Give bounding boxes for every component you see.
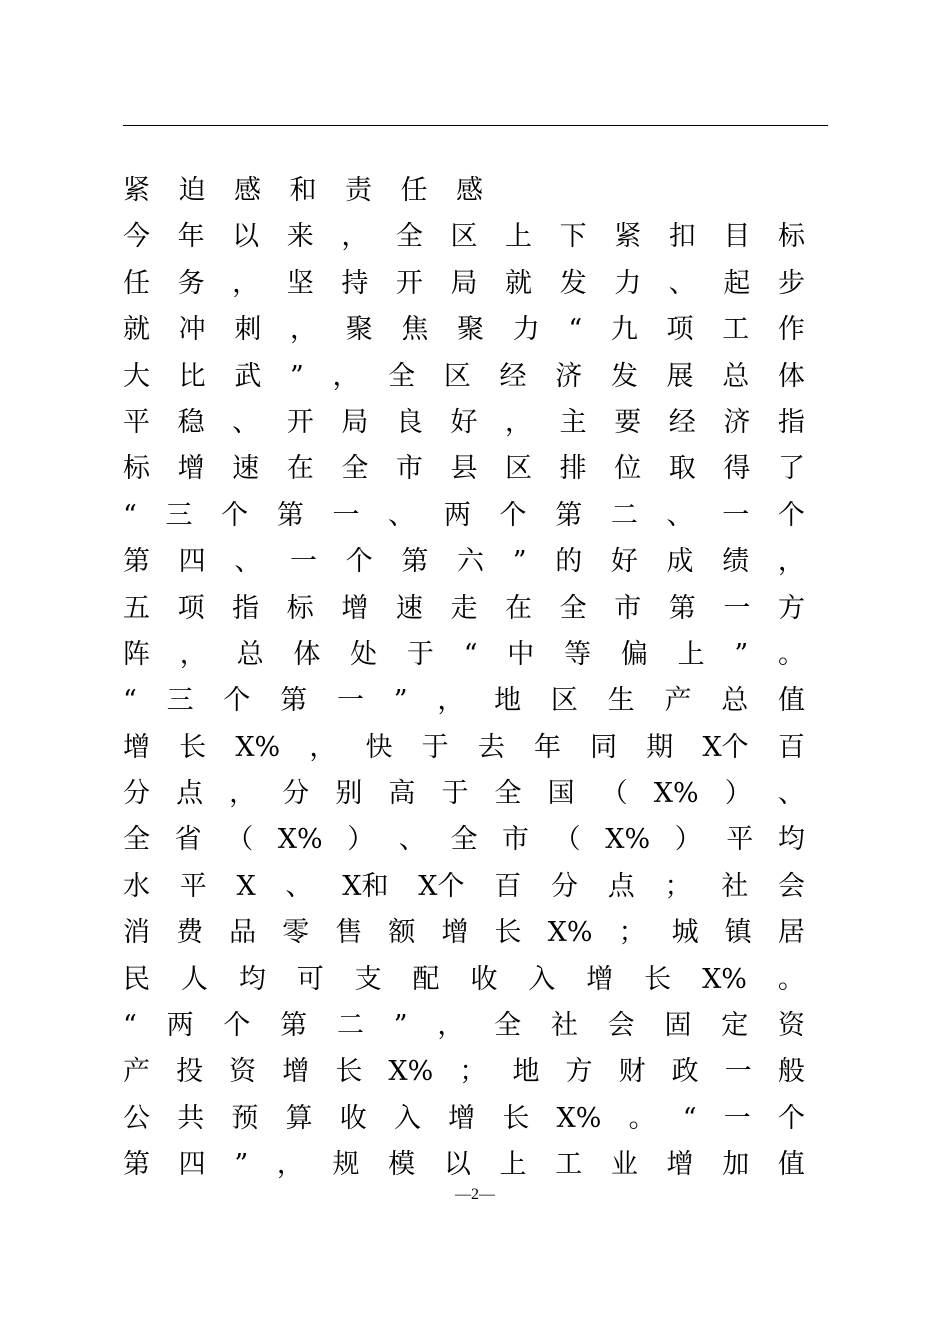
text-glyph: 项 bbox=[177, 592, 205, 624]
text-glyph: 以 bbox=[232, 221, 260, 253]
text-glyph: 市 bbox=[614, 592, 642, 624]
text-glyph: 处 bbox=[350, 638, 378, 670]
text-glyph: 力 bbox=[512, 314, 540, 346]
text-glyph: 刺 bbox=[234, 314, 262, 346]
text-glyph: 社 bbox=[550, 1010, 578, 1042]
text-glyph: 全 bbox=[395, 221, 423, 253]
text-line-3 bbox=[123, 307, 805, 353]
text-line-20 bbox=[123, 1096, 805, 1142]
text-glyph: “ bbox=[568, 314, 583, 346]
text-glyph: 资 bbox=[229, 1056, 257, 1088]
text-glyph: ） bbox=[724, 778, 752, 810]
text-glyph: 平 bbox=[726, 824, 754, 856]
text-glyph: 可 bbox=[296, 963, 324, 995]
text-glyph: X% bbox=[277, 824, 323, 856]
text-line-14 bbox=[123, 817, 805, 863]
text-glyph: 阵 bbox=[123, 638, 150, 670]
text-glyph: 共 bbox=[177, 1102, 205, 1134]
text-glyph: 增 bbox=[441, 917, 469, 949]
text-glyph: 济 bbox=[555, 360, 583, 392]
text-line-6 bbox=[123, 446, 805, 492]
text-glyph: 偏 bbox=[620, 638, 648, 670]
text-line-19 bbox=[123, 1049, 805, 1095]
text-glyph: 标 bbox=[123, 453, 150, 485]
text-glyph: 市 bbox=[395, 453, 423, 485]
text-glyph: 值 bbox=[778, 685, 805, 717]
text-glyph: 体 bbox=[293, 638, 321, 670]
text-glyph: 一 bbox=[332, 499, 360, 531]
text-glyph: 九 bbox=[610, 314, 638, 346]
text-glyph: 一 bbox=[724, 1056, 752, 1088]
text-glyph: 增 bbox=[586, 963, 614, 995]
text-line-4 bbox=[123, 354, 805, 400]
text-glyph: 分 bbox=[282, 778, 310, 810]
text-glyph: 消 bbox=[123, 917, 150, 949]
text-glyph: “ bbox=[682, 1102, 697, 1134]
text-glyph: 国 bbox=[547, 778, 575, 810]
page-number: —2— bbox=[455, 1186, 495, 1203]
text-glyph: 今 bbox=[123, 221, 150, 253]
text-glyph: ， bbox=[437, 685, 465, 717]
text-line-2 bbox=[123, 261, 805, 307]
text-glyph: 县 bbox=[450, 453, 478, 485]
text-glyph: ” bbox=[512, 546, 527, 578]
text-glyph: 固 bbox=[664, 1010, 692, 1042]
text-glyph: 水 bbox=[123, 870, 150, 902]
text-glyph: 、 bbox=[668, 267, 696, 299]
text-glyph: 全 bbox=[341, 453, 369, 485]
text-glyph: 个 bbox=[223, 1010, 251, 1042]
text-glyph: 算 bbox=[285, 1102, 313, 1134]
text-glyph: 开 bbox=[286, 406, 314, 438]
text-glyph: 。 bbox=[628, 1102, 656, 1134]
text-glyph: 四 bbox=[178, 1149, 206, 1181]
text-glyph: X个 bbox=[702, 731, 749, 763]
text-glyph: 一 bbox=[723, 1102, 751, 1134]
text-glyph: 焦 bbox=[401, 314, 429, 346]
text-glyph: 产 bbox=[123, 1056, 150, 1088]
text-glyph: X% bbox=[702, 963, 747, 995]
text-glyph: 就 bbox=[123, 314, 150, 346]
text-glyph: 般 bbox=[777, 1056, 805, 1088]
text-glyph: 长 bbox=[335, 1056, 363, 1088]
paragraph-lines bbox=[123, 214, 805, 1188]
text-glyph: “ bbox=[123, 1010, 137, 1042]
text-glyph: 。 bbox=[777, 963, 805, 995]
text-glyph: 配 bbox=[412, 963, 440, 995]
text-glyph: ， bbox=[341, 221, 369, 253]
text-glyph: X% bbox=[653, 778, 699, 810]
text-glyph: 民 bbox=[123, 963, 150, 995]
text-glyph: 上 bbox=[499, 1149, 527, 1181]
text-glyph: ， bbox=[505, 406, 533, 438]
text-glyph: 步 bbox=[777, 267, 805, 299]
text-glyph: 要 bbox=[614, 406, 642, 438]
text-glyph: 扣 bbox=[668, 221, 696, 253]
text-glyph: （ bbox=[600, 778, 628, 810]
text-glyph: 一 bbox=[290, 546, 318, 578]
text-glyph: 省 bbox=[174, 824, 202, 856]
text-glyph: 力 bbox=[614, 267, 642, 299]
text-glyph: 长 bbox=[179, 731, 207, 763]
text-glyph: 个 bbox=[777, 1102, 805, 1134]
text-glyph: 长 bbox=[644, 963, 672, 995]
text-glyph: 三 bbox=[165, 499, 193, 531]
text-glyph: 全 bbox=[559, 592, 587, 624]
text-glyph: 、 bbox=[388, 499, 416, 531]
text-glyph: 财 bbox=[618, 1056, 646, 1088]
text-glyph: 三 bbox=[166, 685, 194, 717]
text-glyph: 好 bbox=[610, 546, 638, 578]
text-glyph: 公 bbox=[123, 1102, 150, 1134]
text-glyph: 展 bbox=[666, 360, 694, 392]
text-glyph: 主 bbox=[559, 406, 587, 438]
text-glyph: X% bbox=[388, 1056, 434, 1088]
text-glyph: 第 bbox=[668, 592, 696, 624]
text-glyph: 起 bbox=[723, 267, 751, 299]
text-glyph: 资 bbox=[778, 1010, 805, 1042]
text-glyph: 收 bbox=[339, 1102, 367, 1134]
text-glyph: 增 bbox=[448, 1102, 476, 1134]
text-glyph: 体 bbox=[777, 360, 805, 392]
text-glyph: 会 bbox=[777, 870, 805, 902]
text-glyph: （ bbox=[553, 824, 581, 856]
text-glyph: 支 bbox=[354, 963, 382, 995]
text-glyph: ； bbox=[664, 870, 692, 902]
text-glyph: 发 bbox=[610, 360, 638, 392]
text-line-5 bbox=[123, 400, 805, 446]
text-glyph: X和 bbox=[342, 870, 389, 902]
text-glyph: “ bbox=[463, 638, 478, 670]
text-glyph: 两 bbox=[443, 499, 471, 531]
text-glyph: 百 bbox=[494, 870, 522, 902]
text-glyph: ” bbox=[290, 360, 304, 392]
text-glyph: 分 bbox=[550, 870, 578, 902]
text-line-17 bbox=[123, 957, 805, 1003]
text-glyph: 高 bbox=[388, 778, 416, 810]
text-glyph: X个 bbox=[418, 870, 465, 902]
text-glyph: 经 bbox=[499, 360, 527, 392]
text-glyph: 二 bbox=[336, 1010, 364, 1042]
text-line-8 bbox=[123, 539, 805, 585]
text-glyph: 一 bbox=[336, 685, 364, 717]
text-glyph: 六 bbox=[457, 546, 485, 578]
text-glyph: ， bbox=[332, 360, 360, 392]
text-line-12 bbox=[123, 725, 805, 771]
text-glyph: 济 bbox=[723, 406, 751, 438]
text-glyph: ” bbox=[734, 638, 749, 670]
text-glyph: 一 bbox=[723, 592, 751, 624]
text-glyph: 增 bbox=[341, 592, 369, 624]
text-glyph: 目 bbox=[723, 221, 751, 253]
text-line-0-content: 紧迫感和责任感 bbox=[123, 175, 512, 206]
text-glyph: 好 bbox=[450, 406, 478, 438]
text-glyph: 第 bbox=[276, 499, 304, 531]
text-glyph: 成 bbox=[666, 546, 694, 578]
text-glyph: 增 bbox=[282, 1056, 310, 1088]
text-glyph: ， bbox=[229, 778, 257, 810]
text-glyph: 标 bbox=[286, 592, 314, 624]
text-glyph: 在 bbox=[505, 592, 533, 624]
text-line-11 bbox=[123, 678, 805, 724]
text-glyph: 年 bbox=[533, 731, 561, 763]
text-glyph: 地 bbox=[494, 685, 522, 717]
text-glyph: 第 bbox=[123, 1149, 150, 1181]
text-glyph: 指 bbox=[777, 406, 805, 438]
text-glyph: 售 bbox=[335, 917, 363, 949]
text-glyph: 的 bbox=[555, 546, 583, 578]
text-glyph: 个 bbox=[777, 499, 805, 531]
text-glyph: 于 bbox=[421, 731, 449, 763]
text-glyph: 位 bbox=[614, 453, 642, 485]
text-glyph: 局 bbox=[450, 267, 478, 299]
text-glyph: 于 bbox=[441, 778, 469, 810]
text-glyph: 额 bbox=[388, 917, 416, 949]
text-glyph: 产 bbox=[664, 685, 692, 717]
text-glyph: 二 bbox=[610, 499, 638, 531]
text-glyph: 取 bbox=[668, 453, 696, 485]
text-glyph: 、 bbox=[777, 778, 805, 810]
text-glyph: 大 bbox=[123, 360, 150, 392]
text-glyph: 同 bbox=[590, 731, 618, 763]
text-glyph: 会 bbox=[607, 1010, 635, 1042]
text-glyph: 了 bbox=[777, 453, 805, 485]
text-glyph: （ bbox=[226, 824, 254, 856]
text-glyph: 人 bbox=[180, 963, 208, 995]
text-glyph: 冲 bbox=[178, 314, 206, 346]
text-glyph: “ bbox=[123, 685, 137, 717]
header-rule bbox=[123, 125, 828, 126]
text-glyph: 方 bbox=[777, 592, 805, 624]
text-glyph: 标 bbox=[777, 221, 805, 253]
text-glyph: X% bbox=[547, 917, 593, 949]
text-glyph: 第 bbox=[280, 1010, 308, 1042]
text-glyph: 、 bbox=[285, 870, 313, 902]
text-glyph: 紧 bbox=[614, 221, 642, 253]
text-glyph: 中 bbox=[507, 638, 535, 670]
text-line-9 bbox=[123, 586, 805, 632]
text-glyph: 入 bbox=[393, 1102, 421, 1134]
text-glyph: 比 bbox=[178, 360, 206, 392]
text-glyph: 、 bbox=[232, 406, 260, 438]
text-line-1 bbox=[123, 214, 805, 260]
text-line-7 bbox=[123, 493, 805, 539]
text-glyph: “ bbox=[123, 499, 137, 531]
text-glyph: 快 bbox=[365, 731, 393, 763]
text-glyph: 项 bbox=[666, 314, 694, 346]
text-glyph: 第 bbox=[555, 499, 583, 531]
text-glyph: ） bbox=[347, 824, 375, 856]
text-glyph: 业 bbox=[610, 1149, 638, 1181]
text-glyph: ， bbox=[777, 546, 805, 578]
text-glyph: 持 bbox=[341, 267, 369, 299]
text-glyph: 增 bbox=[123, 731, 150, 763]
text-glyph: 武 bbox=[234, 360, 262, 392]
text-glyph: 下 bbox=[559, 221, 587, 253]
text-glyph: 个 bbox=[499, 499, 527, 531]
text-glyph: 等 bbox=[564, 638, 592, 670]
text-line-0 bbox=[123, 168, 805, 214]
text-glyph: ， bbox=[232, 267, 260, 299]
text-glyph: 预 bbox=[231, 1102, 259, 1134]
text-glyph: 、 bbox=[666, 499, 694, 531]
text-glyph: ； bbox=[459, 1056, 487, 1088]
text-glyph: 费 bbox=[176, 917, 204, 949]
text-glyph: 区 bbox=[550, 685, 578, 717]
text-glyph: ， bbox=[309, 731, 337, 763]
text-glyph: 走 bbox=[450, 592, 478, 624]
text-line-10 bbox=[123, 632, 805, 678]
text-glyph: X% bbox=[235, 731, 281, 763]
text-glyph: 作 bbox=[777, 314, 805, 346]
text-glyph: 城 bbox=[671, 917, 699, 949]
text-glyph: 开 bbox=[395, 267, 423, 299]
text-glyph: 镇 bbox=[724, 917, 752, 949]
text-glyph: 得 bbox=[723, 453, 751, 485]
text-glyph: 任 bbox=[123, 267, 150, 299]
text-glyph: 局 bbox=[341, 406, 369, 438]
text-glyph: 良 bbox=[395, 406, 423, 438]
text-glyph: 增 bbox=[666, 1149, 694, 1181]
text-glyph: 收 bbox=[470, 963, 498, 995]
text-glyph: X% bbox=[605, 824, 651, 856]
text-glyph: 总 bbox=[236, 638, 264, 670]
text-glyph: 全 bbox=[450, 824, 478, 856]
text-glyph: 点 bbox=[607, 870, 635, 902]
text-glyph: ， bbox=[437, 1010, 465, 1042]
text-glyph: 平 bbox=[123, 406, 150, 438]
text-glyph: 、 bbox=[398, 824, 426, 856]
text-glyph: 长 bbox=[494, 917, 522, 949]
text-glyph: 投 bbox=[176, 1056, 204, 1088]
text-glyph: ” bbox=[393, 1010, 408, 1042]
text-glyph: 政 bbox=[671, 1056, 699, 1088]
text-glyph: 经 bbox=[668, 406, 696, 438]
text-glyph: 定 bbox=[721, 1010, 749, 1042]
text-glyph: ” bbox=[393, 685, 408, 717]
text-glyph: 点 bbox=[176, 778, 204, 810]
text-glyph: 聚 bbox=[457, 314, 485, 346]
text-glyph: 就 bbox=[505, 267, 533, 299]
text-glyph: ， bbox=[179, 638, 207, 670]
text-glyph: 市 bbox=[502, 824, 530, 856]
text-glyph: 全 bbox=[494, 778, 522, 810]
text-glyph: 入 bbox=[528, 963, 556, 995]
text-glyph: 品 bbox=[229, 917, 257, 949]
text-glyph: 去 bbox=[477, 731, 505, 763]
text-glyph: 五 bbox=[123, 592, 150, 624]
text-glyph: 区 bbox=[443, 360, 471, 392]
text-glyph: 零 bbox=[282, 917, 310, 949]
text-glyph: 地 bbox=[512, 1056, 540, 1088]
text-glyph: 在 bbox=[286, 453, 314, 485]
text-glyph: 百 bbox=[777, 731, 805, 763]
text-glyph: 发 bbox=[559, 267, 587, 299]
text-glyph: 值 bbox=[777, 1149, 805, 1181]
text-glyph: 区 bbox=[450, 221, 478, 253]
text-glyph: 社 bbox=[721, 870, 749, 902]
text-glyph: 分 bbox=[123, 778, 150, 810]
text-glyph: 全 bbox=[123, 824, 150, 856]
text-glyph: 规 bbox=[332, 1149, 360, 1181]
text-glyph: 排 bbox=[559, 453, 587, 485]
text-glyph: 聚 bbox=[345, 314, 373, 346]
text-glyph: 以 bbox=[443, 1149, 471, 1181]
text-glyph: 个 bbox=[345, 546, 373, 578]
text-glyph: 两 bbox=[166, 1010, 194, 1042]
text-glyph: 全 bbox=[388, 360, 416, 392]
text-glyph: 别 bbox=[335, 778, 363, 810]
text-glyph: 居 bbox=[777, 917, 805, 949]
text-glyph: 总 bbox=[722, 360, 750, 392]
text-line-18 bbox=[123, 1003, 805, 1049]
text-line-21 bbox=[123, 1142, 805, 1188]
text-glyph: 模 bbox=[388, 1149, 416, 1181]
text-glyph: 上 bbox=[505, 221, 533, 253]
text-glyph: 一 bbox=[722, 499, 750, 531]
text-glyph: 。 bbox=[778, 638, 805, 670]
text-glyph: 期 bbox=[646, 731, 674, 763]
text-glyph: 稳 bbox=[177, 406, 205, 438]
text-glyph: 第 bbox=[123, 546, 150, 578]
text-glyph: 增 bbox=[177, 453, 205, 485]
text-glyph: 指 bbox=[232, 592, 260, 624]
text-glyph: 速 bbox=[395, 592, 423, 624]
text-glyph: 第 bbox=[401, 546, 429, 578]
text-glyph: 于 bbox=[406, 638, 434, 670]
text-glyph: 总 bbox=[721, 685, 749, 717]
text-glyph: 均 bbox=[238, 963, 266, 995]
text-glyph: 长 bbox=[502, 1102, 530, 1134]
text-glyph: 工 bbox=[722, 314, 750, 346]
text-glyph: 全 bbox=[494, 1010, 522, 1042]
text-glyph: 来 bbox=[286, 221, 314, 253]
text-line-16 bbox=[123, 910, 805, 956]
text-glyph: 个 bbox=[221, 499, 249, 531]
text-glyph: 均 bbox=[777, 824, 805, 856]
text-glyph: ， bbox=[290, 314, 318, 346]
text-glyph: 加 bbox=[722, 1149, 750, 1181]
text-glyph: ） bbox=[674, 824, 702, 856]
text-glyph: 四 bbox=[178, 546, 206, 578]
text-glyph: 、 bbox=[234, 546, 262, 578]
text-line-15 bbox=[123, 864, 805, 910]
text-glyph: 年 bbox=[177, 221, 205, 253]
text-glyph: 坚 bbox=[286, 267, 314, 299]
text-glyph: 绩 bbox=[722, 546, 750, 578]
text-glyph: 务 bbox=[177, 267, 205, 299]
text-glyph: 工 bbox=[555, 1149, 583, 1181]
text-glyph: 区 bbox=[505, 453, 533, 485]
text-glyph: 第 bbox=[280, 685, 308, 717]
text-line-13 bbox=[123, 771, 805, 817]
text-glyph: X bbox=[236, 870, 256, 902]
text-glyph: 个 bbox=[223, 685, 251, 717]
text-glyph: 方 bbox=[565, 1056, 593, 1088]
text-glyph: 上 bbox=[677, 638, 705, 670]
text-glyph: 速 bbox=[232, 453, 260, 485]
text-glyph: ； bbox=[618, 917, 646, 949]
body-text bbox=[123, 168, 805, 1189]
text-glyph: ， bbox=[276, 1149, 304, 1181]
text-glyph: ” bbox=[234, 1149, 249, 1181]
text-glyph: 生 bbox=[607, 685, 635, 717]
text-glyph: 平 bbox=[179, 870, 207, 902]
text-glyph: X% bbox=[556, 1102, 602, 1134]
